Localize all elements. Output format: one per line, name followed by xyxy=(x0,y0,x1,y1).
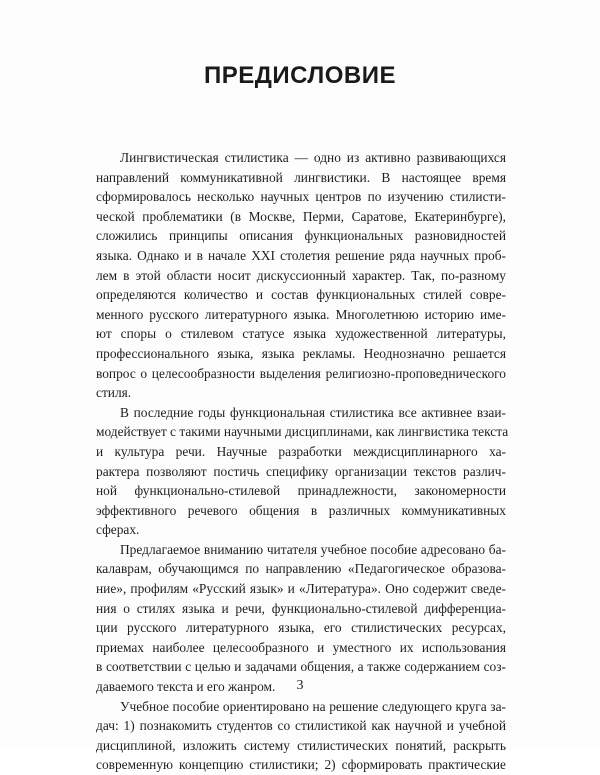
text-line: в соответствии с целью и задачами общения, а также содержанием соз- xyxy=(96,659,506,675)
text-line: Учебное пособие ориентировано на решение следующего круга за- xyxy=(120,698,506,714)
text-line: приемах наиболее целесообразного и уместного их использования xyxy=(96,639,506,655)
text-line: В последние годы функциональная стилистика все активнее взаи- xyxy=(120,404,506,420)
page-number: 3 xyxy=(296,678,304,693)
text-line: языка. Однако и в начале XXI столетия решение ряда научных проб- xyxy=(96,247,506,263)
text-line: сформировалось несколько научных центров по изучению стилисти- xyxy=(96,189,506,205)
text-line: определяются количество и состав функциональных стилей совре- xyxy=(96,287,506,303)
text-line: даваемого текста и его жанром. xyxy=(96,679,276,695)
text-line: профессионального языка, языка рекламы. Неоднозначно решается xyxy=(96,345,506,361)
text-line: Лингвистическая стилистика — одно из активно развивающихся xyxy=(120,150,506,165)
text-line: ния о стилях языка и речи, функционально-стилевой дифференциа- xyxy=(96,600,506,616)
text-line: сложились принципы описания функциональных разновидностей xyxy=(96,228,506,244)
paragraph-1 xyxy=(96,148,506,403)
text-line: ют споры о стилевом статусе языка художественной литературы, xyxy=(96,326,506,342)
text-line: лем в этой области носит дискуссионный характер. Так, по-разному xyxy=(96,267,506,283)
text-line: рактера позволяют постичь специфику организации текстов различ- xyxy=(96,463,506,479)
paragraph-3 xyxy=(96,540,506,697)
text-line: и культура речи. Научные разработки междисциплинарного ха- xyxy=(96,443,506,459)
text-line: ной функционально-стилевой принадлежности, закономерности xyxy=(96,483,506,499)
text-line: модействует с такими научными дисциплинами, как лингвистика текста xyxy=(96,424,509,440)
text-line: ческой проблематики (в Москве, Перми, Саратове, Екатеринбурге), xyxy=(96,208,506,224)
text-line: стиля. xyxy=(96,385,132,401)
text-line: современную концепцию стилистики; 2) сформировать практические xyxy=(96,757,506,773)
paragraph-4 xyxy=(96,697,506,775)
text-line: эффективного речевого общения в различных коммуникативных xyxy=(96,502,506,518)
text-line: вопрос о целесообразности выделения религиозно-проповеднического xyxy=(96,365,506,381)
page-title: ПРЕДИСЛОВИЕ xyxy=(204,62,396,89)
text-line: ции русского литературного языка, его стилистических ресурсах, xyxy=(96,620,506,636)
text-line: менного русского литературного языка. Многолетнюю историю име- xyxy=(96,306,506,322)
paragraph-2 xyxy=(96,403,509,540)
text-line: дач: 1) познакомить студентов со стилистикой как научной и учебной xyxy=(96,718,506,734)
text-line: ние», профилям «Русский язык» и «Литература». Оно содержит сведе- xyxy=(96,581,506,597)
text-line: дисциплиной, изложить систему стилистических понятий, раскрыть xyxy=(96,737,506,753)
text-line: сферах. xyxy=(96,522,140,538)
text-line: направлений коммуникативной лингвистики. В настоящее время xyxy=(96,169,506,185)
text-line: Предлагаемое вниманию читателя учебное пособие адресовано ба- xyxy=(120,541,506,557)
text-line: калаврам, обучающимся по направлению «Педагогическое образова- xyxy=(96,561,506,577)
